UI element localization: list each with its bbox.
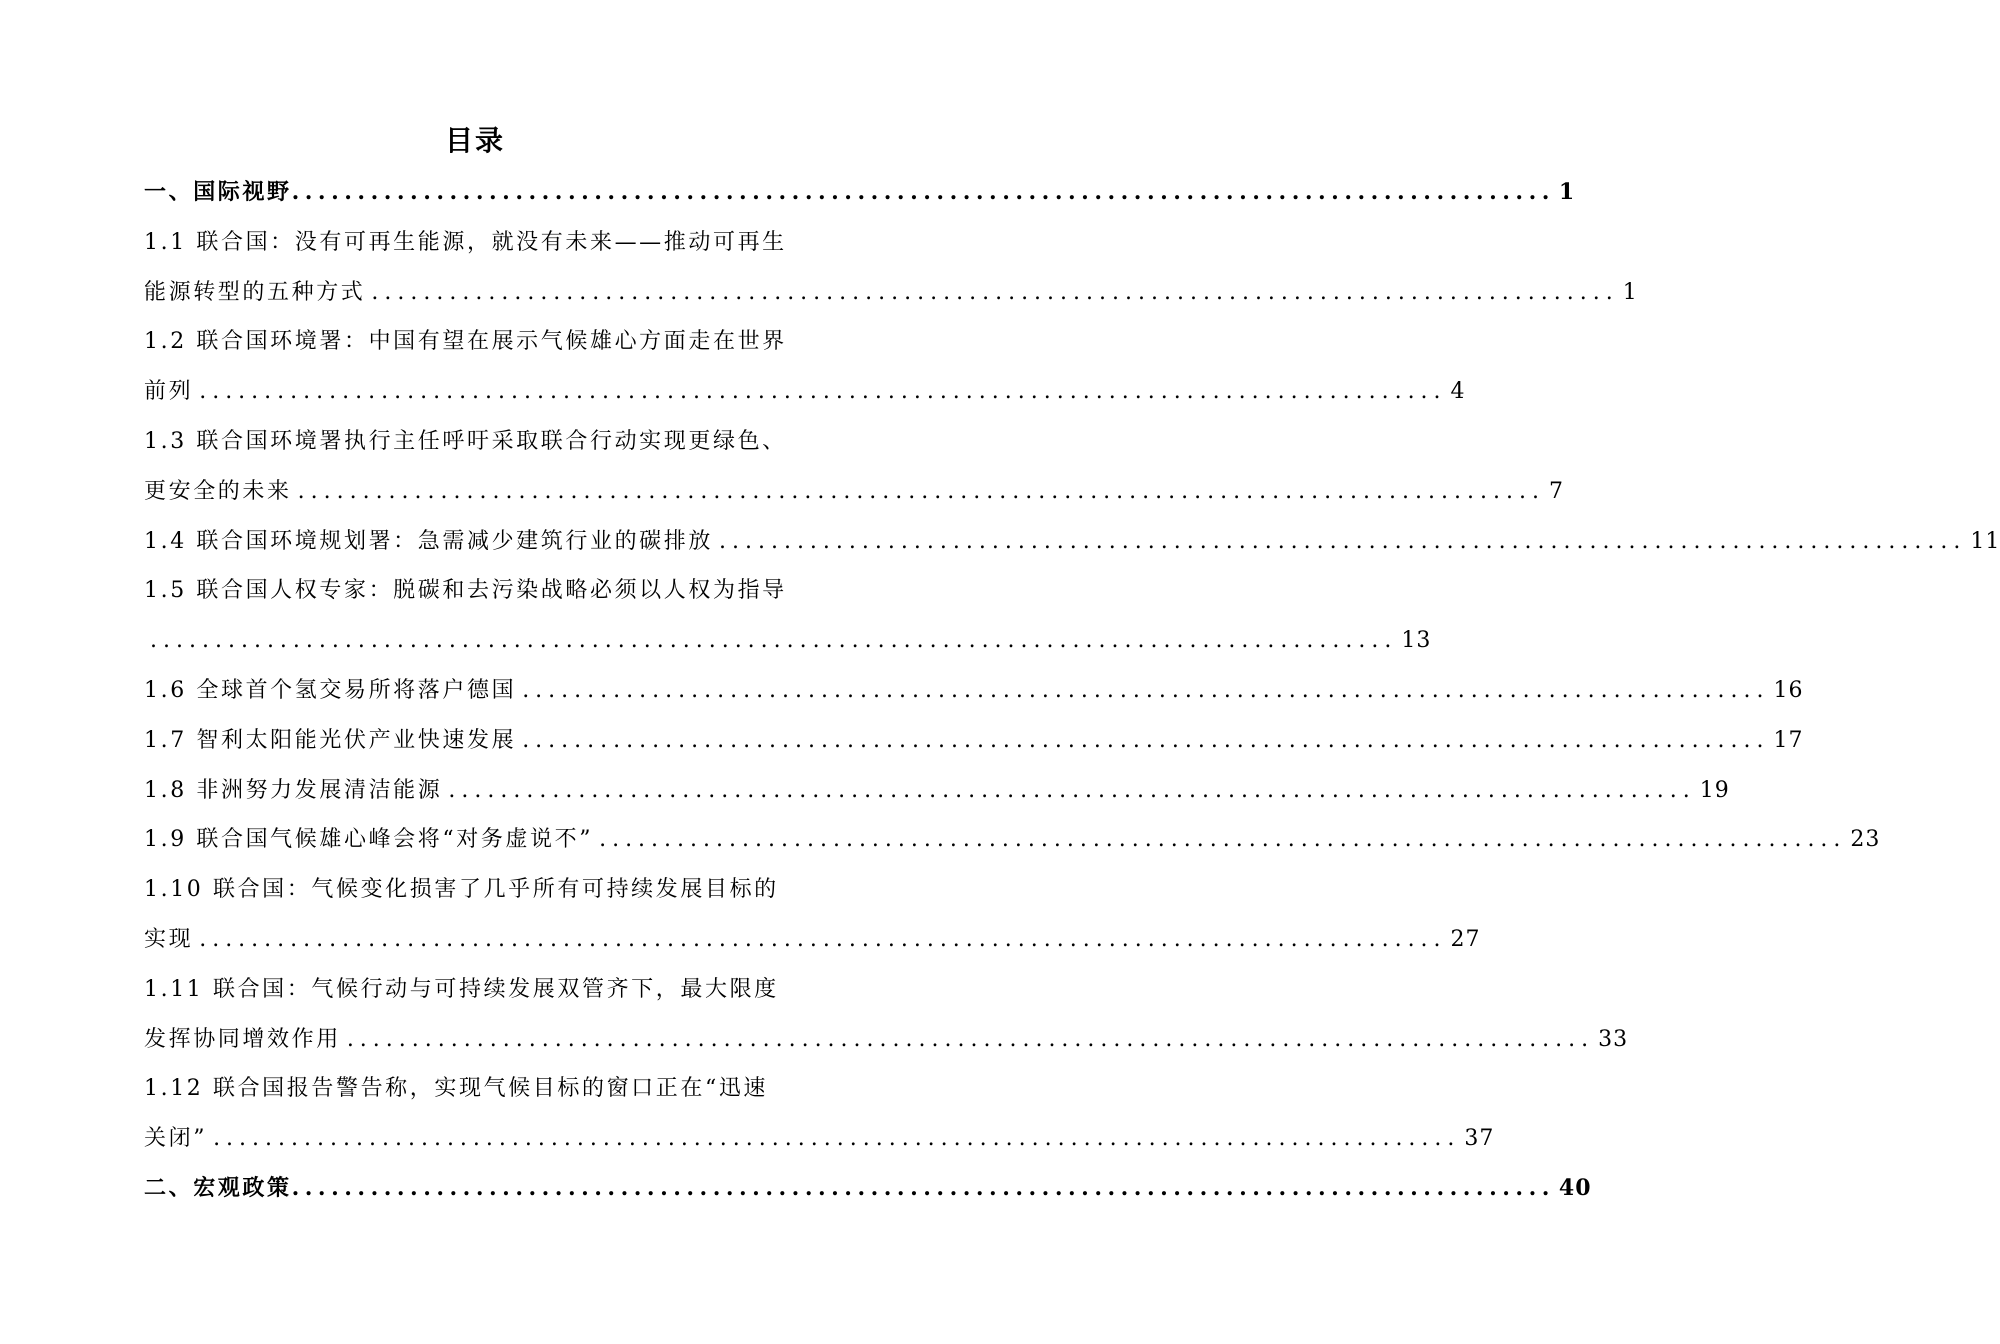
toc-entry[interactable] — [144, 965, 1629, 1065]
toc-page-number: 11 — [1970, 528, 2000, 554]
toc-page-number: 1 — [1558, 179, 1576, 205]
toc-entry-last-line — [144, 1114, 1495, 1164]
toc-leader-dots: ................................................................................................ — [291, 179, 1555, 205]
toc-leader-dots: ................................................................................................ — [213, 1126, 1461, 1152]
toc-page-number: 33 — [1598, 1026, 1629, 1052]
toc-leader-dots: ................................................................................................ — [199, 926, 1447, 952]
toc-entry[interactable] — [144, 517, 2000, 567]
toc-page-number: 1 — [1622, 279, 1638, 305]
toc-entry-last-line — [144, 367, 1466, 417]
toc-entry-text-line: 1.5 联合国人权专家：脱碳和去污染战略必须以人权为指导 — [144, 578, 787, 604]
toc-entry-title: 发挥协同增效作用 — [144, 1026, 341, 1052]
toc-entry-title: 1.7 智利太阳能光伏产业快速发展 — [144, 727, 517, 753]
toc-page-number: 17 — [1773, 727, 1804, 753]
toc-leader-dots: ................................................................................................ — [522, 727, 1770, 753]
toc-entry-last-line — [144, 616, 1432, 666]
toc-leader-dots: ................................................................................................ — [448, 777, 1696, 803]
toc-entry[interactable] — [144, 815, 1881, 865]
toc-entry[interactable] — [144, 716, 1804, 766]
toc-title: 目录 — [444, 124, 505, 157]
toc-entry-title: 前列 — [144, 379, 194, 405]
toc-entry[interactable] — [144, 1164, 1592, 1214]
toc-entry-title: 1.9 联合国气候雄心峰会将“对务虚说不” — [144, 827, 594, 853]
toc-page-number: 23 — [1850, 827, 1881, 853]
toc-entry-last-line — [144, 915, 1481, 965]
toc-entry-title: 能源转型的五种方式 — [144, 279, 366, 305]
toc-page-number: 4 — [1450, 379, 1466, 405]
toc-entry-text-line: 1.12 联合国报告警告称，实现气候目标的窗口正在“迅速 — [144, 1076, 769, 1102]
toc-entry[interactable] — [144, 766, 1730, 816]
toc-entry-last-line — [144, 467, 1564, 517]
toc-entry-last-line — [144, 1015, 1629, 1065]
toc-entry-title: 1.6 全球首个氢交易所将落户德国 — [144, 677, 517, 703]
toc-entry[interactable] — [144, 865, 1481, 965]
toc-leader-dots: ................................................................................................ — [371, 279, 1619, 305]
toc-entry[interactable] — [144, 1064, 1495, 1164]
toc-entry-last-line — [144, 517, 2000, 567]
toc-page-number: 13 — [1401, 628, 1432, 654]
toc-leader-dots: ................................................................................................ — [599, 827, 1847, 853]
toc-entry[interactable] — [144, 218, 1638, 318]
toc-leader-dots: ................................................................................................ — [291, 1174, 1555, 1201]
toc-list — [144, 168, 2000, 1214]
toc-entry-last-line — [144, 268, 1638, 318]
toc-entry-title: 关闭” — [144, 1126, 208, 1152]
toc-entry-title: 实现 — [144, 926, 194, 952]
toc-entry-last-line — [144, 666, 1804, 716]
toc-page-number: 37 — [1464, 1126, 1495, 1152]
toc-entry-last-line — [144, 168, 1576, 218]
toc-entry[interactable] — [144, 666, 1804, 716]
toc-entry-title: 1.8 非洲努力发展清洁能源 — [144, 777, 443, 803]
toc-entry[interactable] — [144, 168, 1576, 218]
toc-leader-dots: ................................................................................................ — [150, 628, 1398, 654]
toc-page-number: 40 — [1558, 1174, 1592, 1201]
toc-entry-title: 一、国际视野 — [144, 179, 292, 205]
toc-leader-dots: ................................................................................................ — [718, 528, 1967, 554]
toc-entry-last-line — [144, 815, 1881, 865]
toc-entry[interactable] — [144, 417, 1564, 517]
toc-entry-text-line: 1.3 联合国环境署执行主任呼吁采取联合行动实现更绿色、 — [144, 428, 787, 454]
toc-leader-dots: ................................................................................................ — [297, 478, 1545, 504]
toc-page-number: 27 — [1450, 926, 1481, 952]
toc-page — [144, 118, 2000, 1214]
toc-entry-last-line — [144, 1164, 1592, 1214]
toc-entry-last-line — [144, 766, 1730, 816]
toc-entry-text-line: 1.1 联合国：没有可再生能源，就没有未来——推动可再生 — [144, 229, 787, 255]
toc-entry-text-line: 1.11 联合国：气候行动与可持续发展双管齐下，最大限度 — [144, 976, 779, 1002]
toc-entry[interactable] — [144, 317, 1466, 417]
toc-entry[interactable] — [144, 566, 1432, 666]
toc-leader-dots: ................................................................................................ — [346, 1026, 1595, 1052]
toc-entry-text-line: 1.10 联合国：气候变化损害了几乎所有可持续发展目标的 — [144, 877, 779, 903]
toc-entry-title: 1.4 联合国环境规划署：急需减少建筑行业的碳排放 — [144, 528, 713, 554]
toc-entry-text-line: 1.2 联合国环境署：中国有望在展示气候雄心方面走在世界 — [144, 329, 787, 355]
toc-leader-dots: ................................................................................................ — [522, 677, 1770, 703]
toc-entry-last-line — [144, 716, 1804, 766]
toc-page-number: 7 — [1548, 478, 1564, 504]
toc-leader-dots: ................................................................................................ — [199, 379, 1447, 405]
toc-page-number: 19 — [1699, 777, 1730, 803]
toc-entry-title: 更安全的未来 — [144, 478, 292, 504]
toc-entry-title: 二、宏观政策 — [144, 1174, 292, 1201]
toc-page-number: 16 — [1773, 677, 1804, 703]
